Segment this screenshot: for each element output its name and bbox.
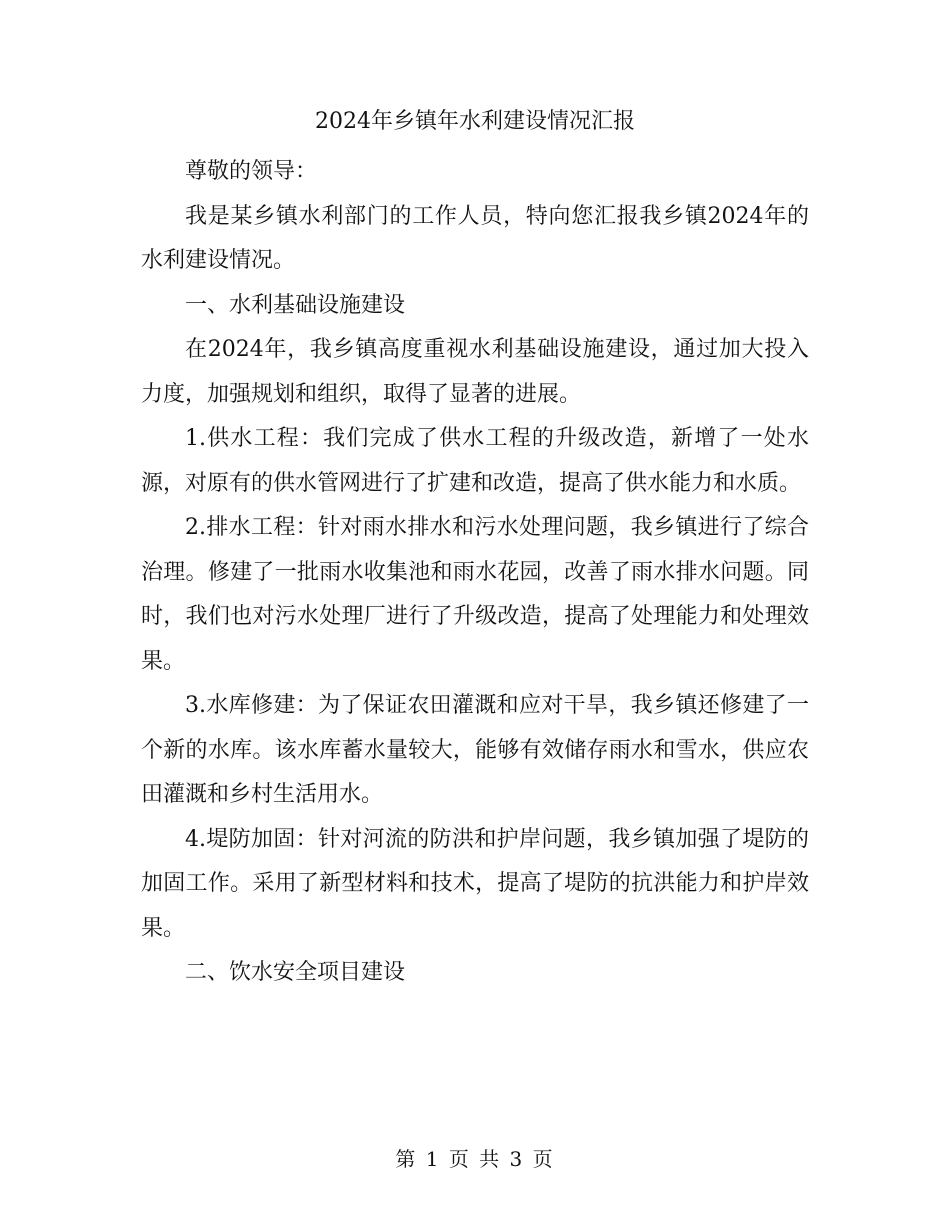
document-title: 2024年乡镇年水利建设情况汇报 <box>315 109 635 134</box>
salutation: 尊敬的领导： <box>185 159 318 184</box>
page-number-footer: 第 1 页 共 3 页 <box>395 1147 555 1171</box>
embankment-paragraph: 4.堤防加固：针对河流的防洪和护岸问题，我乡镇加强了堤防的加固工作。采用了新型材料和技术，提高了堤防的抗洪能力和护岸效果。 <box>141 826 809 941</box>
section-heading-drinking-water: 二、饮水安全项目建设 <box>185 960 406 985</box>
intro-paragraph: 我是某乡镇水利部门的工作人员，特向您汇报我乡镇2024年的水利建设情况。 <box>141 203 809 273</box>
infrastructure-summary-paragraph: 在2024年，我乡镇高度重视水利基础设施建设，通过加大投入力度，加强规划和组织，取得了显著的进展。 <box>141 337 809 407</box>
document-body <box>141 150 809 996</box>
drainage-paragraph: 2.排水工程：针对雨水排水和污水处理问题，我乡镇进行了综合治理。修建了一批雨水收集池和雨水花园，改善了雨水排水问题。同时，我们也对污水处理厂进行了升级改造，提高了处理能力和处理效果。 <box>141 515 809 674</box>
section-heading-infrastructure: 一、水利基础设施建设 <box>185 292 406 318</box>
water-supply-paragraph: 1.供水工程：我们完成了供水工程的升级改造，新增了一处水源，对原有的供水管网进行了扩建和改造，提高了供水能力和水质。 <box>141 426 809 496</box>
reservoir-paragraph: 3.水库修建：为了保证农田灌溉和应对干旱，我乡镇还修建了一个新的水库。该水库蓄水量较大，能够有效储存雨水和雪水，供应农田灌溉和乡村生活用水。 <box>141 693 809 807</box>
